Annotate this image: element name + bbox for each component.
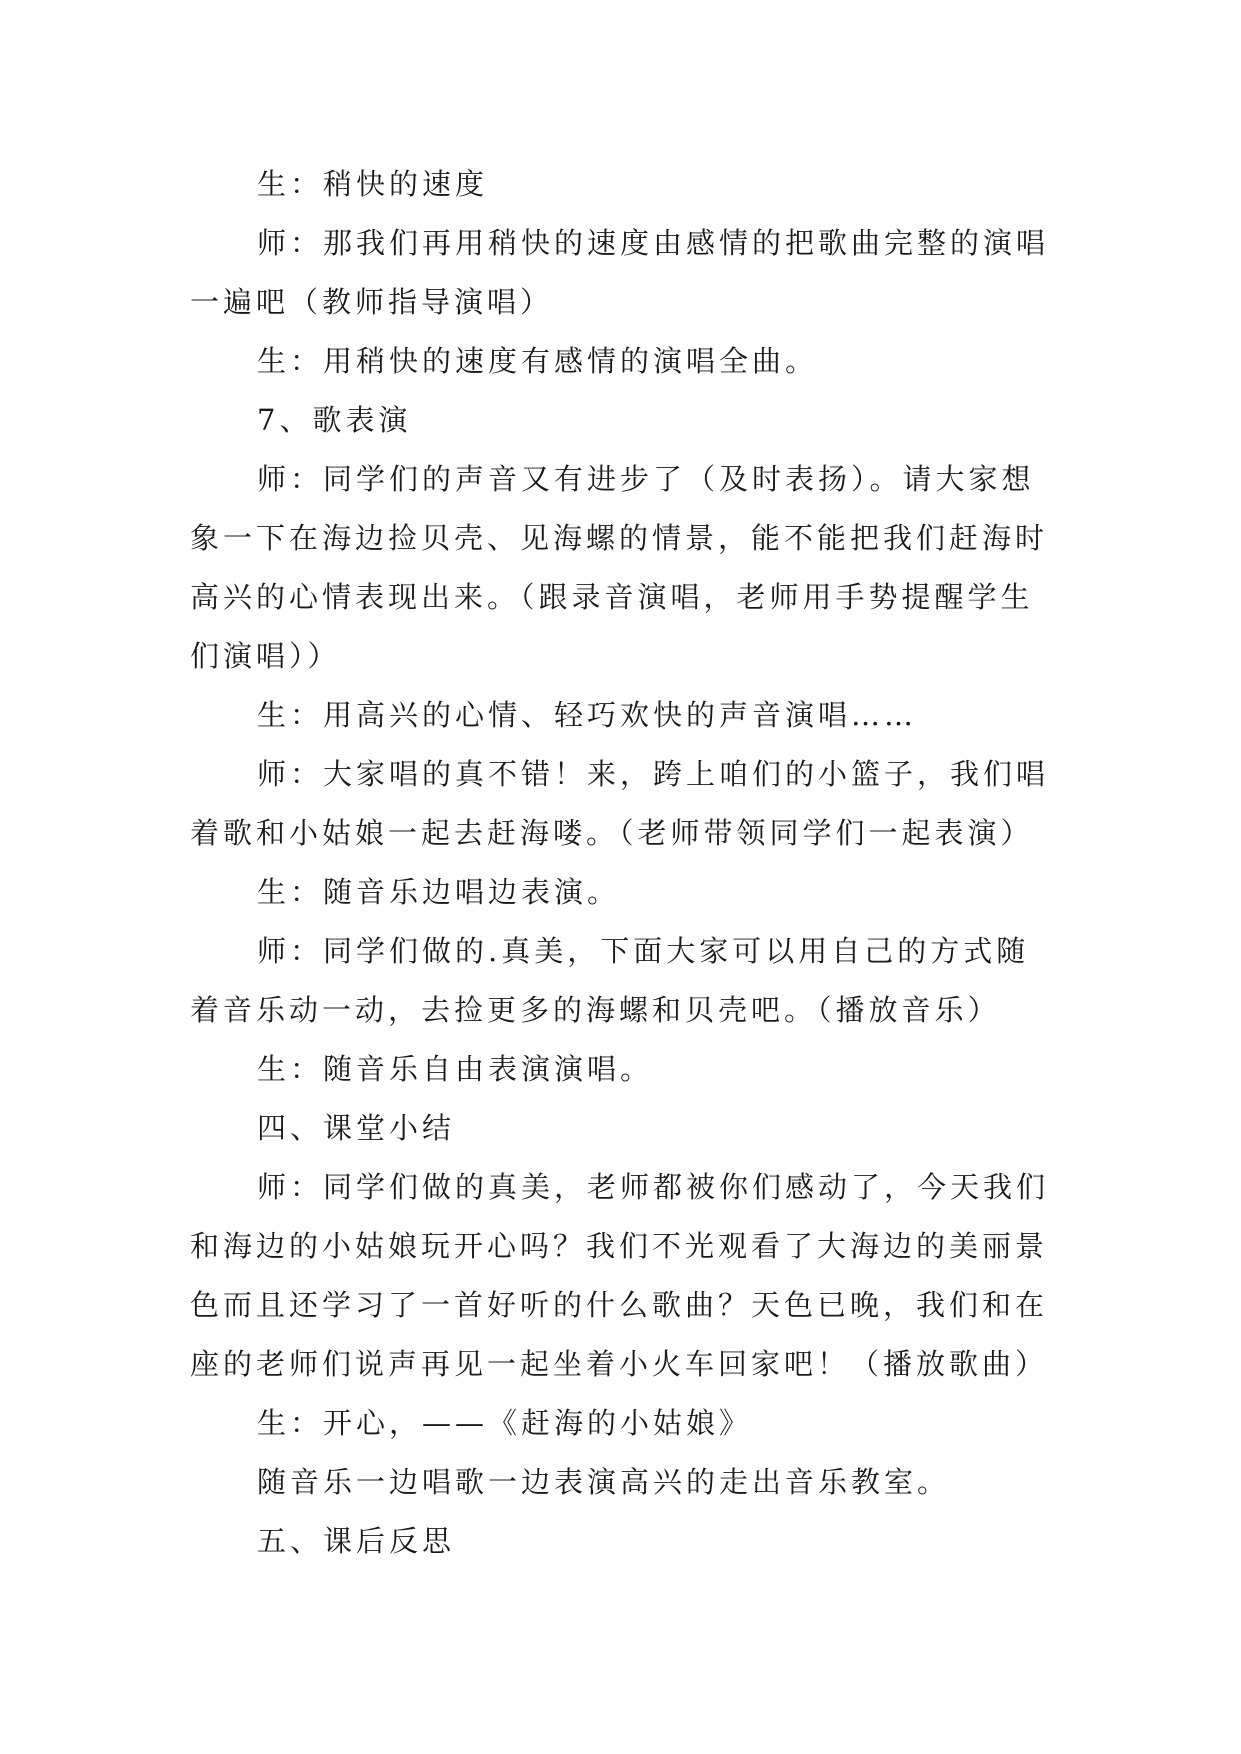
paragraph-teacher-sing-again: 师：那我们再用稍快的速度由感情的把歌曲完整的演唱一遍吧（教师指导演唱） <box>190 226 1050 319</box>
paragraph-teacher-imagine: 师：同学们的声音又有进步了（及时表扬）。请大家想象一下在海边捡贝壳、见海螺的情景，能不能把我们赶海时高兴的心情表现出来。（跟录音演唱，老师用手势提醒学生们演唱）） <box>190 462 1049 673</box>
document-page <box>190 155 1052 1571</box>
paragraph-teacher-basket: 师：大家唱的真不错！来，跨上咱们的小篮子，我们唱着歌和小姑娘一起去赶海喽。（老师带领同学们一起表演） <box>190 757 1050 850</box>
paragraph-teacher-free-move: 师：同学们做的.真美，下面大家可以用自己的方式随着音乐动一动，去捡更多的海螺和贝壳吧。（播放音乐） <box>190 934 1030 1027</box>
paragraph-student-happy-singing: 生：用高兴的心情、轻巧欢快的声音演唱…… <box>257 698 918 732</box>
paragraph-student-perform: 生：随音乐边唱边表演。 <box>257 875 621 909</box>
paragraph-student-answer: 生：开心，——《赶海的小姑娘》 <box>257 1406 753 1440</box>
paragraph-student-free-perform: 生：随音乐自由表演演唱。 <box>257 1052 654 1086</box>
paragraph-teacher-summary: 师：同学们做的真美，老师都被你们感动了，今天我们和海边的小姑娘玩开心吗？我们不光观看了大海边的美丽景色而且还学习了一首好听的什么歌曲？天色已晚，我们和在座的老师们说声再见一起坐着小火车回家吧！（播放歌曲） <box>190 1170 1050 1381</box>
section-heading-reflection: 五、课后反思 <box>257 1524 456 1558</box>
section-heading-song-performance: 7、歌表演 <box>257 403 412 437</box>
paragraph-exit-classroom: 随音乐一边唱歌一边表演高兴的走出音乐教室。 <box>257 1465 951 1499</box>
paragraph-student-speed: 生：稍快的速度 <box>257 167 489 201</box>
section-heading-summary: 四、课堂小结 <box>257 1111 456 1145</box>
paragraph-student-sing-whole: 生：用稍快的速度有感情的演唱全曲。 <box>257 344 819 378</box>
